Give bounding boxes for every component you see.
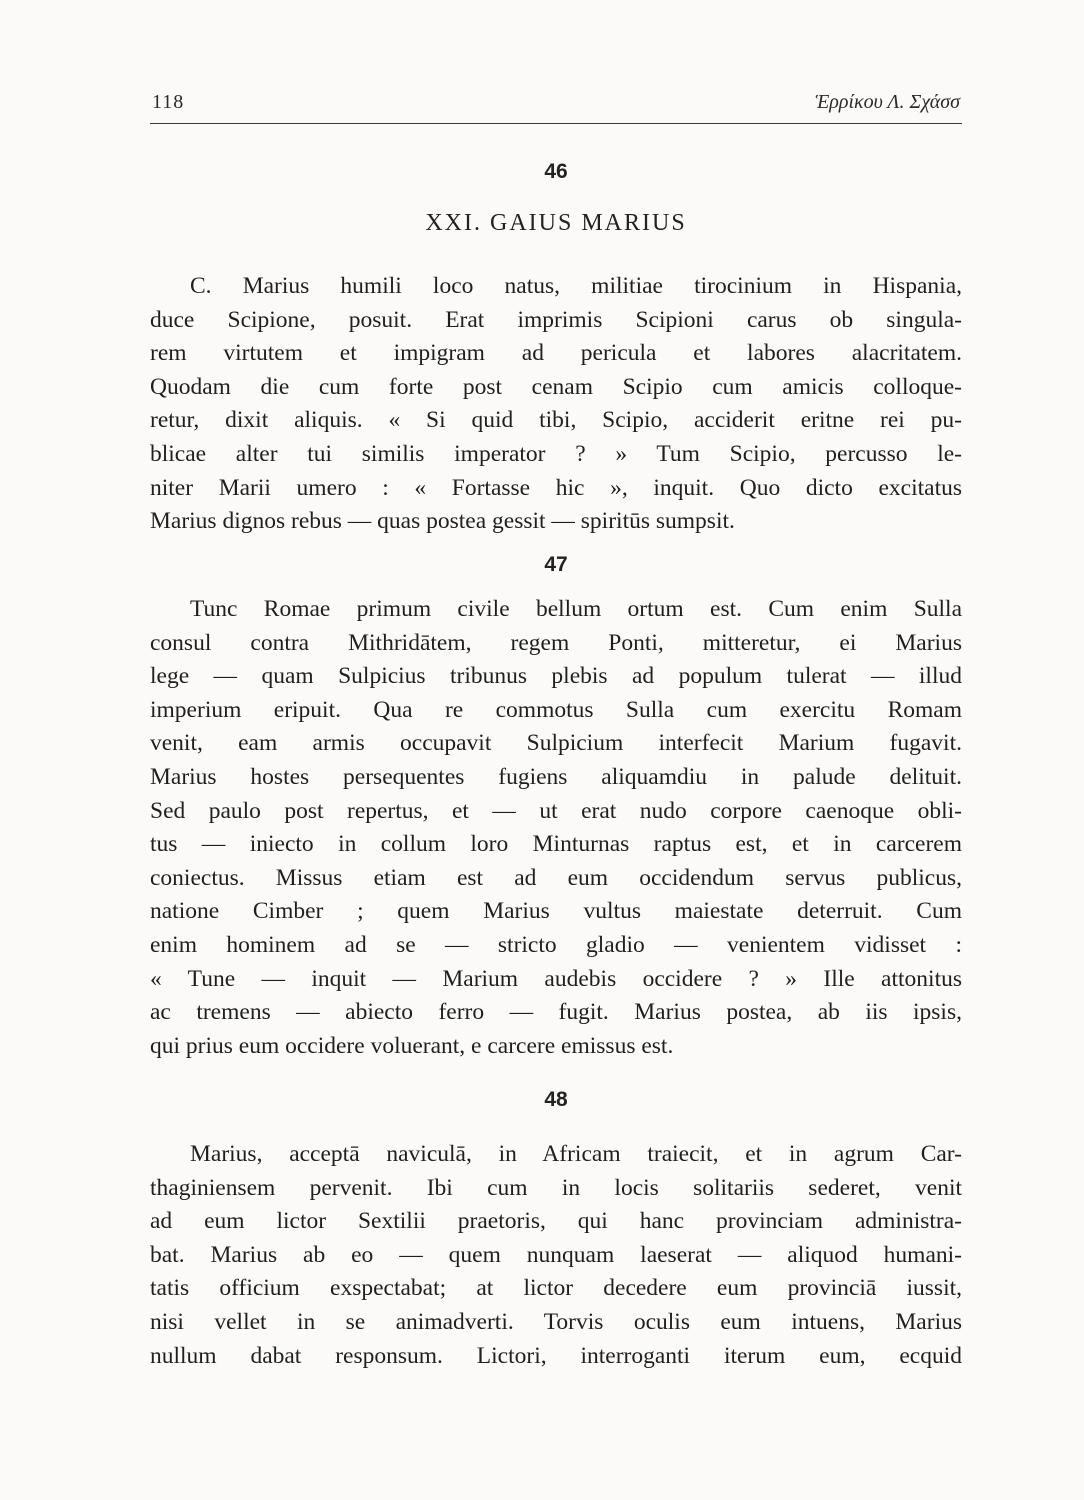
text-line: Tunc Romae primum civile bellum ortum est. Cum enim Sulla xyxy=(190,596,962,622)
page-header xyxy=(150,85,962,121)
text-line: retur, dixit aliquis. « Si quid tibi, Scipio, acciderit eritne rei pu- xyxy=(150,407,962,434)
text-line: Marius hostes persequentes fugiens aliquamdiu in palude delituit. xyxy=(150,763,962,790)
paragraph-47 xyxy=(150,593,962,1063)
text-line: blicae alter tui similis imperator ? » Tum Scipio, percusso le- xyxy=(150,440,962,467)
section-number-46: 46 xyxy=(544,160,568,183)
text-line: venit, eam armis occupavit Sulpicium interfecit Marium fugavit. xyxy=(150,730,962,757)
text-line: Quodam die cum forte post cenam Scipio cum amicis colloque- xyxy=(150,373,962,400)
running-head: Ἑρρίκου Λ. Σχάσσ xyxy=(815,91,960,113)
text-line: imperium eripuit. Qua re commotus Sulla cum exercitu Romam xyxy=(150,696,962,723)
text-line: qui prius eum occidere voluerant, e carcere emissus est. xyxy=(150,1032,674,1059)
text-line: « Tune — inquit — Marium audebis occidere ? » Ille attonitus xyxy=(150,965,962,992)
text-line: Sed paulo post repertus, et — ut erat nudo corpore caenoque obli- xyxy=(150,797,962,824)
chapter-title: XXI. GAIUS MARIUS xyxy=(425,210,687,236)
text-line: coniectus. Missus etiam est ad eum occidendum servus publicus, xyxy=(150,864,962,891)
text-line: duce Scipione, posuit. Erat imprimis Scipioni carus ob singula- xyxy=(150,306,962,333)
section-number-47: 47 xyxy=(544,553,568,576)
text-line: niter Marii umero : « Fortasse hic », inquit. Quo dicto excitatus xyxy=(150,474,962,501)
text-line: rem virtutem et impigram ad pericula et labores alacritatem. xyxy=(150,340,962,367)
text-line: Marius dignos rebus — quas postea gessit — spiritūs sumpsit. xyxy=(150,508,735,535)
text-line: thaginiensem pervenit. Ibi cum in locis solitariis sederet, venit xyxy=(150,1174,962,1201)
text-line: natione Cimber ; quem Marius vultus maiestate deterruit. Cum xyxy=(150,898,962,925)
text-line: Marius, acceptā naviculā, in Africam traiecit, et in agrum Car- xyxy=(190,1141,962,1167)
text-line: ad eum lictor Sextilii praetoris, qui hanc provinciam administra- xyxy=(150,1208,962,1235)
text-line: consul contra Mithridātem, regem Ponti, mitteretur, ei Marius xyxy=(150,629,962,656)
text-line: tatis officium exspectabat; at lictor decedere eum provinciā iussit, xyxy=(150,1275,962,1302)
paragraph-46 xyxy=(150,270,962,539)
text-line: ac tremens — abiecto ferro — fugit. Marius postea, ab iis ipsis, xyxy=(150,999,962,1026)
header-rule xyxy=(150,123,962,124)
text-line: C. Marius humili loco natus, militiae tirocinium in Hispania, xyxy=(190,273,962,299)
text-line: bat. Marius ab eo — quem nunquam laeserat — aliquod humani- xyxy=(150,1241,962,1268)
text-line: lege — quam Sulpicius tribunus plebis ad populum tulerat — illud xyxy=(150,663,962,690)
text-line: nullum dabat responsum. Lictori, interroganti iterum eum, ecquid xyxy=(150,1342,962,1369)
section-number-48: 48 xyxy=(544,1088,568,1111)
text-line: tus — iniecto in collum loro Minturnas raptus est, et in carcerem xyxy=(150,831,962,858)
text-line: nisi vellet in se animadverti. Torvis oculis eum intuens, Marius xyxy=(150,1308,962,1335)
paragraph-48 xyxy=(150,1138,962,1373)
page-number: 118 xyxy=(152,91,185,113)
text-line: enim hominem ad se — stricto gladio — venientem vidisset : xyxy=(150,931,962,958)
